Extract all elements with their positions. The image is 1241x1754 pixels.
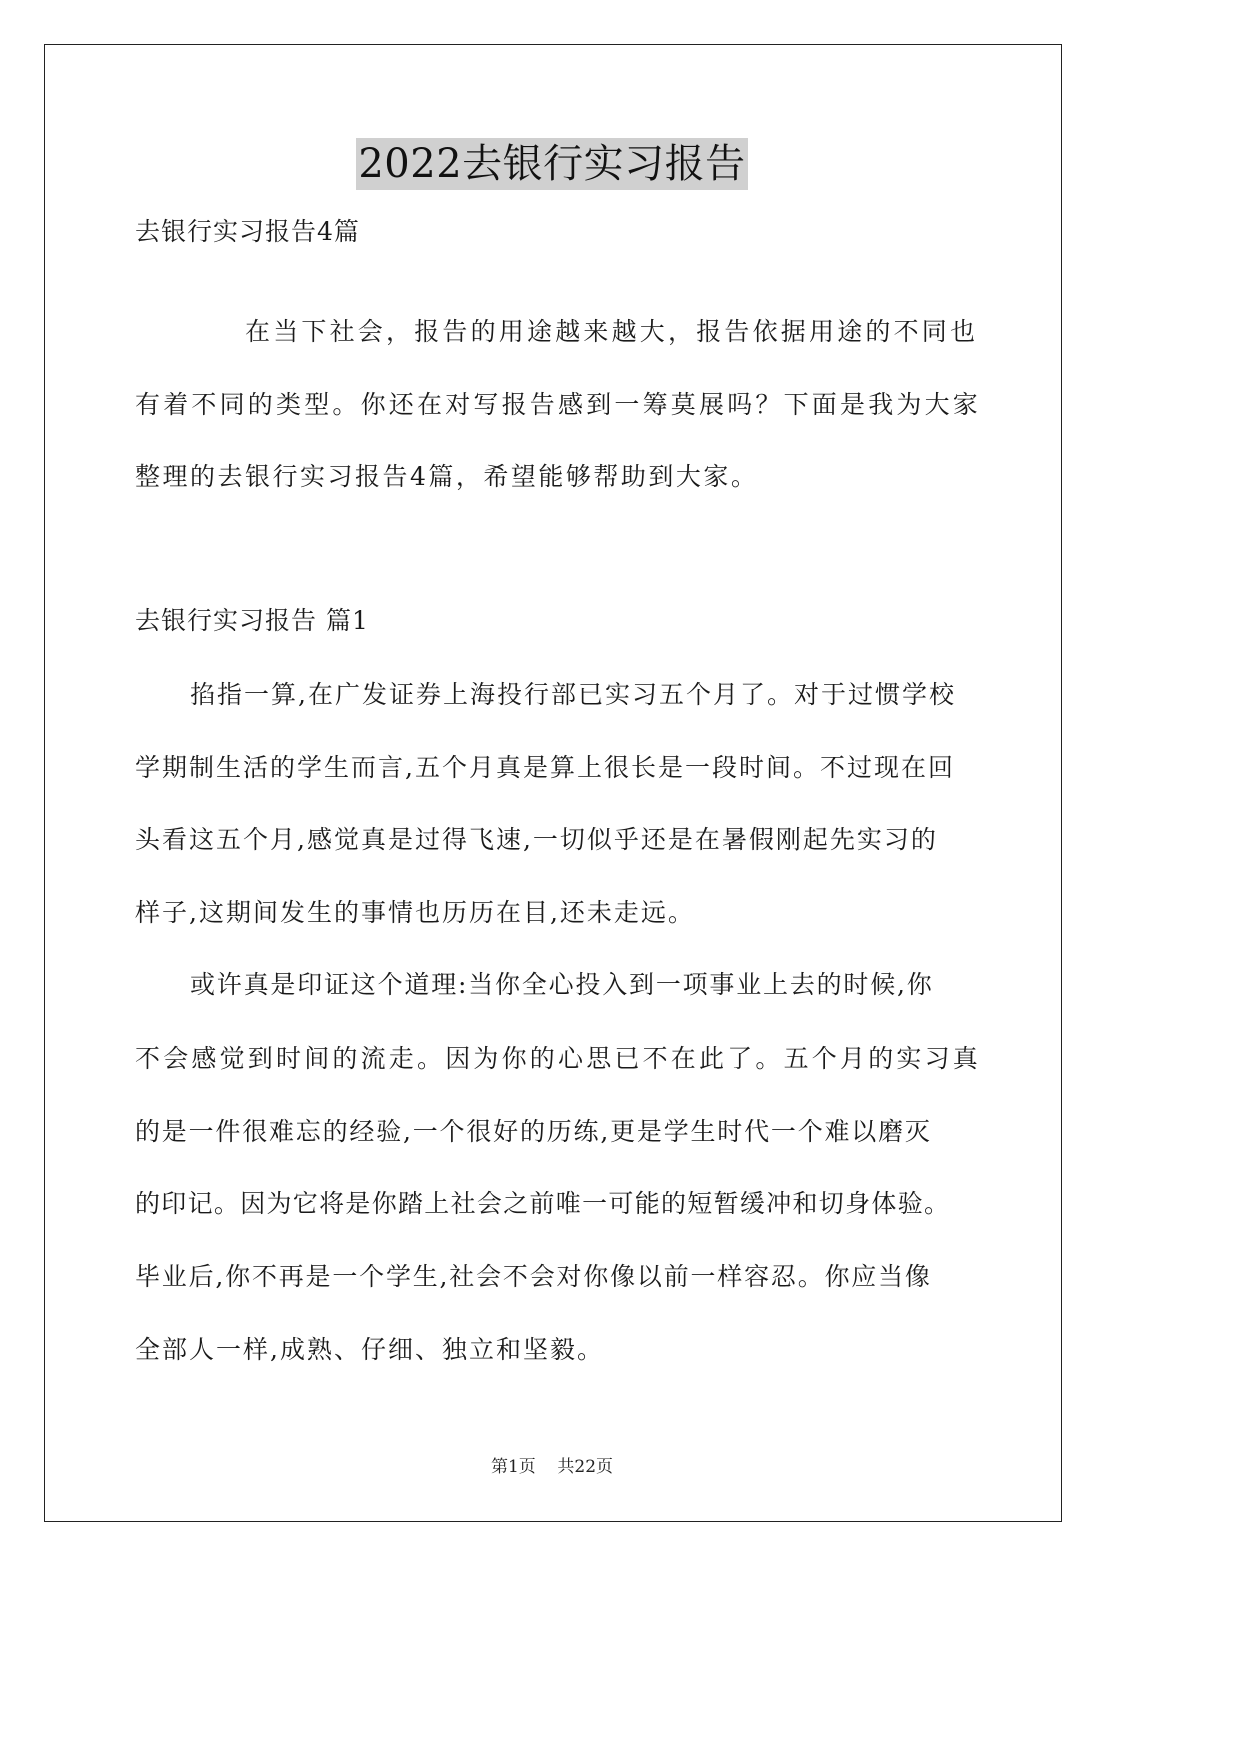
- paragraph1-line: 样子,这期间发生的事情也历历在目,还未走远。: [135, 898, 695, 927]
- page-footer: [0, 1452, 1104, 1477]
- paragraph2-line: 不会感觉到时间的流走。因为你的心思已不在此了。五个月的实习真: [135, 1044, 982, 1073]
- paragraph1-line: 头看这五个月,感觉真是过得飞速,一切似乎还是在暑假刚起先实习的: [135, 825, 938, 854]
- paragraph2-line: 的印记。因为它将是你踏上社会之前唯一可能的短暂缓冲和切身体验。: [135, 1189, 951, 1218]
- paragraph2-line: 毕业后,你不再是一个学生,社会不会对你像以前一样容忍。你应当像: [135, 1262, 932, 1291]
- total-pages: 共22页: [557, 1457, 614, 1477]
- paragraph1-line: 学期制生活的学生而言,五个月真是算上很长是一段时间。不过现在回: [135, 753, 955, 782]
- title-container: [0, 138, 1104, 190]
- document-title: 2022去银行实习报告: [356, 138, 747, 190]
- page-number: 第1页: [490, 1457, 536, 1477]
- paragraph2-line: 的是一件很难忘的经验,一个很好的历练,更是学生时代一个难以磨灭: [135, 1117, 932, 1146]
- paragraph2-line: 全部人一样,成熟、仔细、独立和坚毅。: [135, 1335, 604, 1364]
- document-subtitle: 去银行实习报告4篇: [135, 217, 360, 246]
- paragraph2-line: 或许真是印证这个道理:当你全心投入到一项事业上去的时候,你: [190, 970, 934, 999]
- paragraph1-line: 掐指一算,在广发证券上海投行部已实习五个月了。对于过惯学校: [190, 680, 956, 709]
- section-heading: 去银行实习报告 篇1: [135, 606, 369, 635]
- intro-line: 有着不同的类型。你还在对写报告感到一筹莫展吗？下面是我为大家: [135, 390, 982, 419]
- intro-line: 整理的去银行实习报告4篇，希望能够帮助到大家。: [135, 462, 759, 491]
- intro-line: 在当下社会，报告的用途越来越大，报告依据用途的不同也: [245, 317, 979, 346]
